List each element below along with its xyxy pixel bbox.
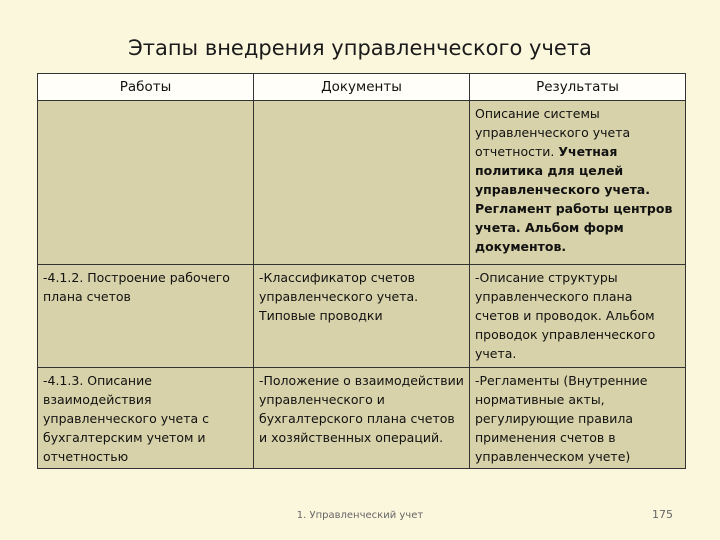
table-row	[38, 368, 686, 469]
row2-documents: -Положение о взаимодействии управленческого и бухгалтерского плана счетов и хозяйственных операций.	[254, 368, 470, 469]
page-title: Этапы внедрения управленческого учета	[128, 36, 592, 60]
footer-text: 1. Управленческий учет	[296, 510, 424, 521]
row1-documents: -Классификатор счетов управленческого учета. Типовые проводки	[254, 265, 470, 368]
header-documents: Документы	[254, 74, 470, 101]
row2-works: -4.1.3. Описание взаимодействия управленческого учета с бухгалтерским учетом и отчетностью	[38, 368, 254, 469]
header-results: Результаты	[470, 74, 686, 101]
page-number: 175	[652, 508, 673, 521]
row0-works	[38, 101, 254, 265]
row1-works: -4.1.2. Построение рабочего плана счетов	[38, 265, 254, 368]
row0-results	[470, 101, 686, 265]
row0-documents	[254, 101, 470, 265]
stages-table	[37, 73, 686, 469]
table-row	[38, 101, 686, 265]
row1-results: -Описание структуры управленческого плана счетов и проводок. Альбом проводок управленческого учета.	[470, 265, 686, 368]
table-row	[38, 265, 686, 368]
header-works: Работы	[38, 74, 254, 101]
row0-results-bold: Учетная политика для целей управленческого учета. Регламент работы центров учета. Альбом форм документов.	[475, 144, 673, 254]
row2-results: -Регламенты (Внутренние нормативные акты, регулирующие правила применения счетов в управленческом учете)	[470, 368, 686, 469]
row0-results-plain: Описание системы управленческого учета отчетности.	[475, 106, 631, 159]
table-header-row	[38, 74, 686, 101]
